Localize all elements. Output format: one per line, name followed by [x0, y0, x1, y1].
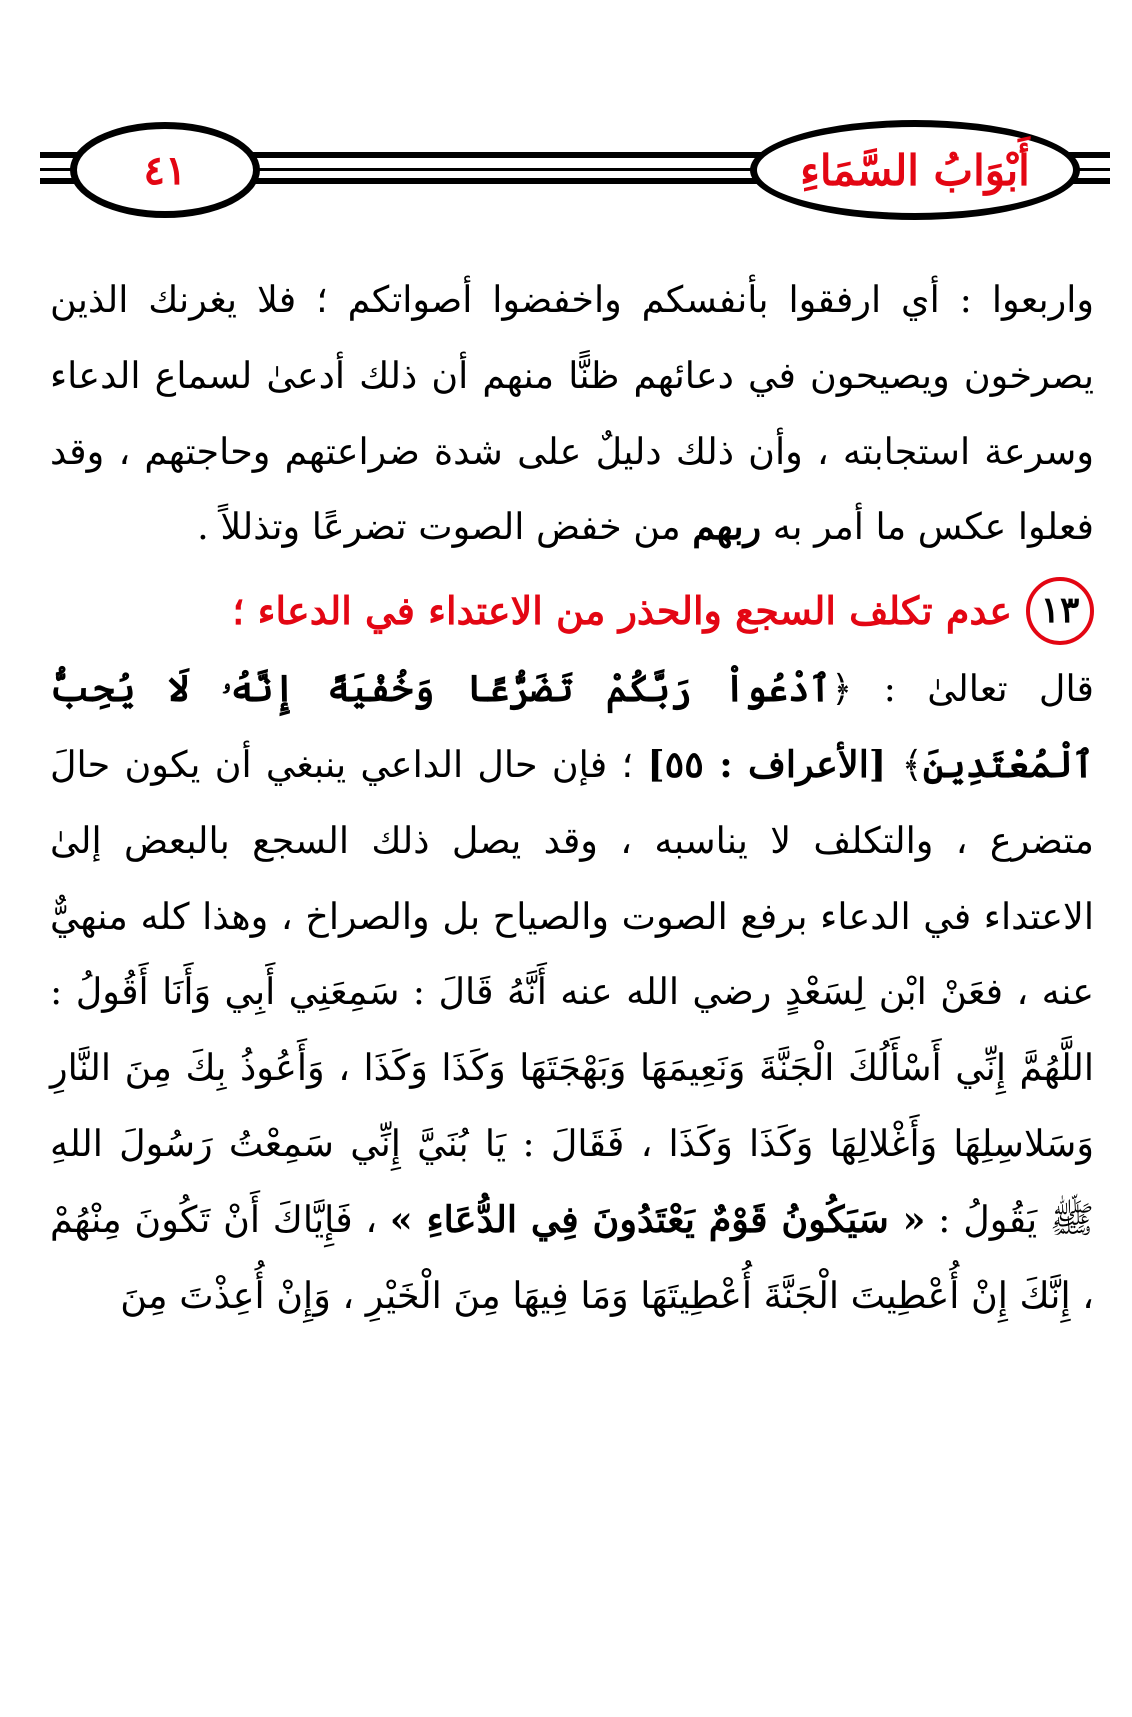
page-number: ٤١ — [70, 122, 260, 218]
paragraph-1 — [50, 262, 1094, 565]
verse-close-bracket: ﴾ — [901, 742, 923, 786]
page-header — [40, 118, 1110, 228]
quran-verse: ٱدْعُواْ رَبَّكُمْ تَضَرُّعًا وَخُفْيَةً إِنَّهُۥ لَا يُحِبُّ ٱلْمُعْتَدِينَ — [50, 667, 1095, 786]
section-title: عدم تكلف السجع والحذر من الاعتداء في الدعاء ؛ — [232, 588, 1012, 634]
book-title: أَبْوَابُ السَّمَاءِ — [750, 120, 1080, 220]
section-heading — [50, 571, 1094, 651]
paragraph-2-after-hadith: ، فَإِيَّاكَ أَنْ تَكُونَ مِنْهُمْ ، إِنَّكَ إِنْ أُعْطِيتَ الْجَنَّةَ أُعْطِيتَهَا وَمَا فِيهَا مِنَ الْخَيْرِ ، وَإِنْ أُعِذْتَ مِنَ — [50, 1197, 1094, 1317]
paragraph-1-text: واربعوا : أي ارفقوا بأنفسكم واخفضوا أصواتكم ؛ فلا يغرنك الذين يصرخون ويصيحون في دعائهم ظنًّا منهم أن ذلك أدعىٰ لسماع الدعاء وسرعة استجابته ، وأن ذلك دليلٌ على شدة ضراعتهم وحاجتهم ، وقد فعلوا عكس ما أمر به — [50, 278, 1094, 549]
paragraph-1-bold-word: ربهم — [692, 505, 762, 549]
page-body — [50, 262, 1094, 1333]
paragraph-1-tail: من خفض الصوت تضرعًا وتذللاً . — [197, 505, 693, 549]
verse-open-bracket: ﴿ — [830, 667, 853, 711]
verse-intro: قال تعالىٰ : — [852, 667, 1095, 711]
hadith-text: « سَيَكُونُ قَوْمٌ يَعْتَدُونَ فِي الدُّعَاءِ » — [389, 1197, 926, 1241]
paragraph-2 — [50, 651, 1094, 1333]
paragraph-2-text: ؛ فإن حال الداعي ينبغي أن يكون حالَ متضرع ، والتكلف لا يناسبه ، وقد يصل ذلك السجع بالبعض إلىٰ الاعتداء في الدعاء برفع الصوت والصياح بل والصراخ ، وهذا كله منهيٌّ عنه ، فعَنْ ابْن لِسَعْدٍ رضي الله عنه أَنَّهُ قَالَ : سَمِعَنِي أَبِي وَأَنَا أَقُولُ : اللَّهُمَّ إِنِّي أَسْأَلُكَ الْجَنَّةَ وَنَعِيمَهَا وَبَهْجَتَهَا وَكَذَا وَكَذَا ، وَأَعُوذُ بِكَ مِنَ النَّارِ وَسَلاسِلِهَا وَأَغْلالِهَا وَكَذَا وَكَذَا ، فَقَالَ : يَا بُنَيَّ إِنِّي سَمِعْتُ رَسُولَ اللهِ ﷺ يَقُولُ : — [50, 742, 1094, 1241]
section-number: ١٣ — [1026, 577, 1094, 645]
verse-reference: [الأعراف : ٥٥] — [647, 742, 902, 786]
